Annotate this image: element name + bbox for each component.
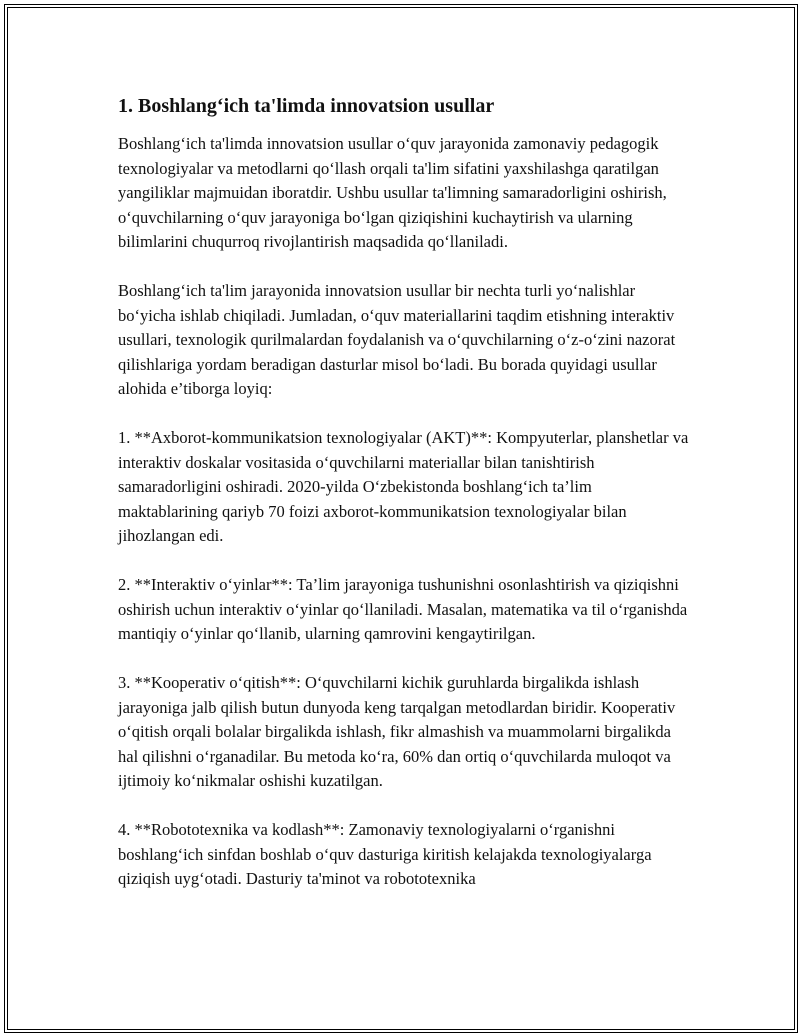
paragraph-item-akt: 1. **Axborot-kommunikatsion texnologiyalar (AKT)**: Kompyuterlar, planshetlar va interaktiv doskalar vositasida o‘quvchilarni materiallar bilan tanishtirish samaradorligini oshiradi. 2020-yilda O‘zbekistonda boshlang‘ich ta’lim maktablarining qariyb 70 foizi axborot-kommunikatsion texnologiyalar bilan jihozlangan edi. (118, 428, 689, 545)
document-body (118, 92, 693, 916)
paragraph-intro: Boshlang‘ich ta'limda innovatsion usullar o‘quv jarayonida zamonaviy pedagogik texnologiyalar va metodlarni qo‘llash orqali ta'lim sifatini yaxshilashga qaratilgan yangiliklar majmuidan iboratdir. Ushbu usullar ta'limning samaradorligini oshirish, o‘quvchilarning o‘quv jarayoniga bo‘lgan qiziqishini kuchaytirish va ularning bilimlarini chuqurroq rivojlantirish maqsadida qo‘llaniladi. (118, 134, 667, 251)
paragraph-item-cooperative: 3. **Kooperativ o‘qitish**: O‘quvchilarni kichik guruhlarda birgalikda ishlash jarayoniga jalb qilish butun dunyoda keng tarqalgan metodlardan biridir. Kooperativ o‘qitish orqali bolalar birgalikda ishlash, fikr almashish va muammolarni birgalikda hal qilishni o‘rganadilar. Bu metoda ko‘ra, 60% dan ortiq o‘quvchilarda muloqot va ijtimoiy ko‘nikmalar oshishi kuzatilgan. (118, 673, 676, 790)
paragraph-item-robotics: 4. **Robototexnika va kodlash**: Zamonaviy texnologiyalarni o‘rganishni boshlang‘ich sinfdan boshlab o‘quv dasturiga kiritish kelajakda texnologiyalarga qiziqish uyg‘otadi. Dasturiy ta'minot va robototexnika (118, 820, 652, 888)
paragraph-directions: Boshlang‘ich ta'lim jarayonida innovatsion usullar bir nechta turli yo‘nalishlar bo‘yicha ishlab chiqiladi. Jumladan, o‘quv materiallarini taqdim etishning interaktiv usullari, texnologik qurilmalardan foydalanish va o‘quvchilarning o‘z-o‘zini nazorat qilishlariga yordam beradigan dasturlar misol bo‘ladi. Bu borada quyidagi usullar alohida e’tiborga loyiq: (118, 281, 676, 398)
section-heading: 1. Boshlang‘ich ta'limda innovatsion usullar (118, 95, 495, 117)
paragraph-item-games: 2. **Interaktiv o‘yinlar**: Ta’lim jarayoniga tushunishni osonlashtirish va qiziqishni oshirish uchun interaktiv o‘yinlar qo‘llaniladi. Masalan, matematika va til o‘rganishda mantiqiy o‘yinlar qo‘llanib, ularning qamrovini kengaytirilgan. (118, 575, 688, 643)
